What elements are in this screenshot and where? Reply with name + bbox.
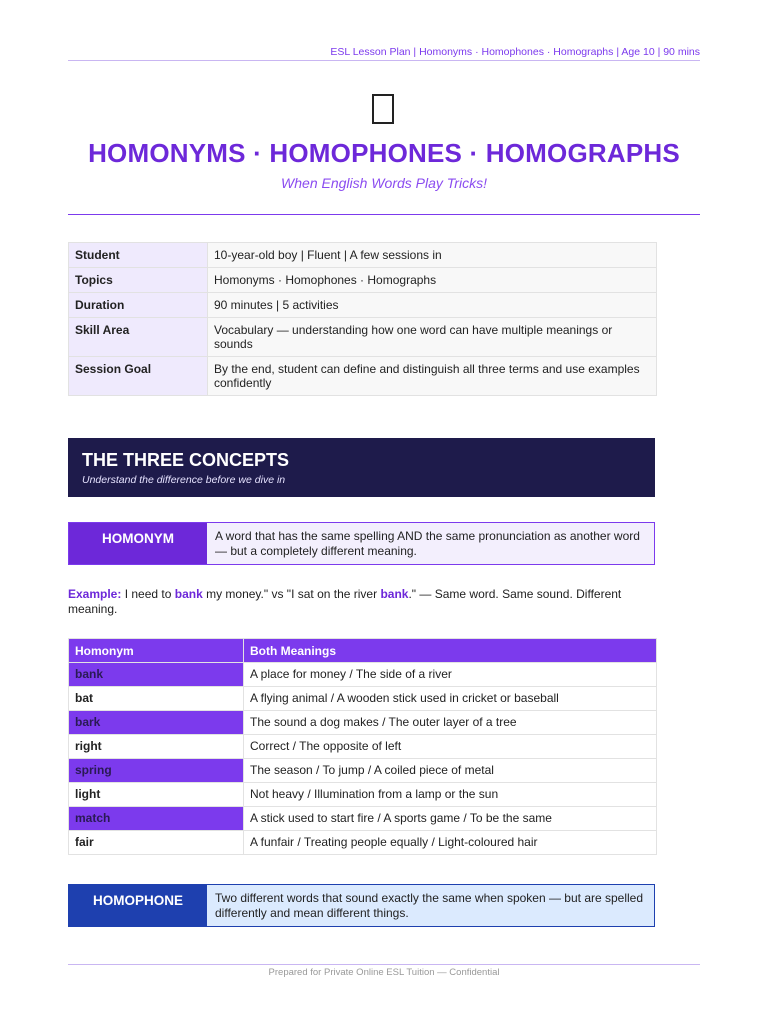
homonym-word: right — [69, 735, 244, 759]
homonym-table — [68, 638, 657, 855]
table-row — [69, 759, 657, 783]
homonym-label: HOMONYM — [69, 523, 207, 564]
column-header-meanings: Both Meanings — [244, 639, 657, 663]
example-part: my money." vs "I sat on the river — [202, 587, 381, 601]
column-header-homonym: Homonym — [69, 639, 244, 663]
table-row — [69, 735, 657, 759]
homonym-meanings: A place for money / The side of a river — [244, 663, 657, 687]
example-part: I need to — [121, 587, 175, 601]
info-value: Vocabulary — understanding how one word can have multiple meanings or sounds — [208, 318, 657, 357]
concepts-title: THE THREE CONCEPTS — [82, 450, 290, 470]
info-value: By the end, student can define and distinguish all three terms and use examples confidently — [208, 357, 657, 396]
example-part: ." — Same word. Same sound. Different meaning. — [68, 587, 622, 616]
homonym-meanings: The sound a dog makes / The outer layer of a tree — [244, 711, 657, 735]
info-value: Homonyms · Homophones · Homographs — [208, 268, 657, 293]
info-key: Skill Area — [69, 318, 208, 357]
title-divider — [68, 214, 700, 215]
example-word: bank — [174, 587, 203, 601]
table-row — [69, 711, 657, 735]
info-row — [69, 243, 657, 268]
homonym-meanings: The season / To jump / A coiled piece of metal — [244, 759, 657, 783]
example-word: bank — [380, 587, 409, 601]
concepts-banner — [68, 438, 655, 497]
table-row — [69, 687, 657, 711]
missing-glyph-icon — [372, 94, 394, 124]
homonym-word: match — [69, 807, 244, 831]
table-row — [69, 663, 657, 687]
header-divider — [68, 60, 700, 61]
homonym-definition: A word that has the same spelling AND the same pronunciation as another word — but a completely different meaning. — [207, 523, 654, 564]
page-header: ESL Lesson Plan | Homonyms · Homophones · Homographs | Age 10 | 90 mins — [330, 46, 700, 58]
example-prefix: Example: — [68, 587, 122, 601]
homonym-word: fair — [69, 831, 244, 855]
info-row — [69, 357, 657, 396]
homonym-meanings: Correct / The opposite of left — [244, 735, 657, 759]
info-row — [69, 268, 657, 293]
table-row — [69, 831, 657, 855]
homonym-word: bank — [69, 663, 244, 687]
info-value: 90 minutes | 5 activities — [208, 293, 657, 318]
table-row — [69, 783, 657, 807]
lesson-info-table — [68, 242, 657, 396]
homonym-word: bark — [69, 711, 244, 735]
homonym-word: light — [69, 783, 244, 807]
homonym-definition-box — [68, 522, 655, 565]
homophone-definition-box — [68, 884, 655, 927]
page-subtitle: When English Words Play Tricks! — [281, 175, 487, 191]
concepts-subtitle: Understand the difference before we dive in — [82, 474, 286, 486]
info-value: 10-year-old boy | Fluent | A few sessions in — [208, 243, 657, 268]
homonym-meanings: A flying animal / A wooden stick used in cricket or baseball — [244, 687, 657, 711]
homophone-definition: Two different words that sound exactly the same when spoken — but are spelled differently and mean different things. — [207, 885, 654, 926]
info-key: Duration — [69, 293, 208, 318]
info-row — [69, 318, 657, 357]
homonym-word: spring — [69, 759, 244, 783]
table-row — [69, 807, 657, 831]
homonym-meanings: A funfair / Treating people equally / Light-coloured hair — [244, 831, 657, 855]
page-title: HOMONYMS · HOMOPHONES · HOMOGRAPHS — [88, 138, 680, 168]
info-row — [69, 293, 657, 318]
info-key: Topics — [69, 268, 208, 293]
footer-divider — [68, 964, 700, 965]
homonym-example — [68, 587, 663, 617]
page-footer: Prepared for Private Online ESL Tuition — Confidential — [268, 967, 500, 978]
homophone-label: HOMOPHONE — [69, 885, 207, 926]
homonym-meanings: A stick used to start fire / A sports game / To be the same — [244, 807, 657, 831]
info-key: Session Goal — [69, 357, 208, 396]
homonym-meanings: Not heavy / Illumination from a lamp or the sun — [244, 783, 657, 807]
info-key: Student — [69, 243, 208, 268]
homonym-word: bat — [69, 687, 244, 711]
